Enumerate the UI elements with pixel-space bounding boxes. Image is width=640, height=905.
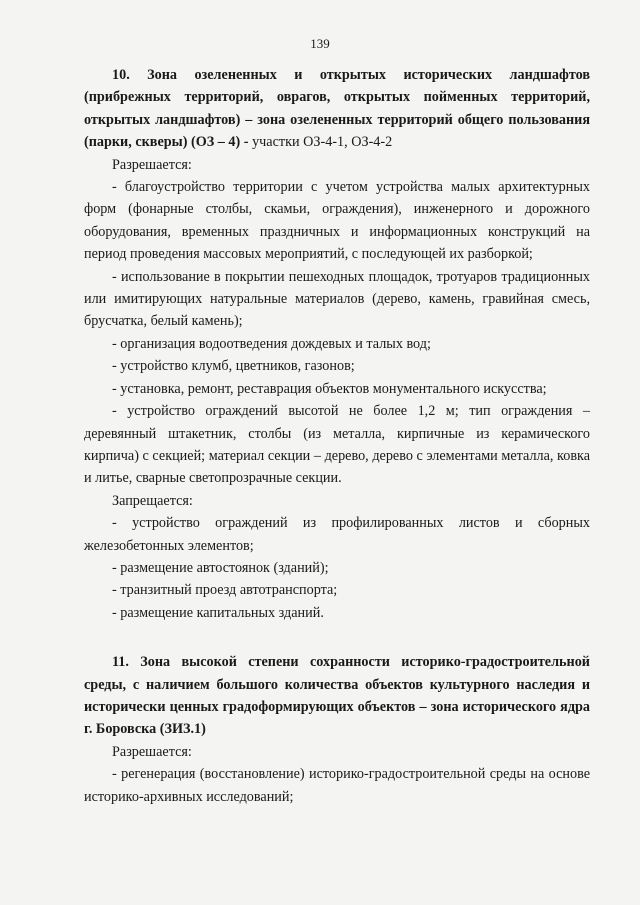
section-10-allowed-item: - благоустройство территории с учетом устройства малых архитектурных форм (фонарные столбы, скамьи, ограждения), инженерного и дорожного оборудования, временных праздничных и информационных конструкций на период проведения массовых мероприятий, с последующей их разборкой; [84,179,590,263]
section-10-allowed-item: - использование в покрытии пешеходных площадок, тротуаров традиционных или имитирующих натуральные материалов (дерево, камень, гравийная смесь, брусчатка, белый камень); [84,268,590,330]
section-10-forbidden-label: Запрещается: [112,492,193,509]
section-spacer [84,624,590,651]
section-10-allowed-item: - установка, ремонт, реставрация объектов монументального искусства; [112,380,547,397]
section-11-allowed-label: Разрешается: [112,743,192,760]
section-10-allowed-item: - устройство клумб, цветников, газонов; [112,358,355,375]
section-10-allowed-label: Разрешается: [112,156,192,173]
section-10-heading-bold: 10. Зона озелененных и открытых исторических ландшафтов (прибрежных территорий, оврагов, открытых пойменных территорий, открытых ландшафтов) – зона озелененных территорий общего пользования (парки, скверы) (ОЗ – 4) - [84,67,590,151]
section-10-allowed-item: - организация водоотведения дождевых и талых вод; [112,335,431,352]
section-10-heading-tail: участки ОЗ-4-1, ОЗ-4-2 [248,134,393,151]
document-body [84,64,590,808]
page-number: 139 [310,36,330,51]
section-10-allowed-item: - устройство ограждений высотой не более 1,2 м; тип ограждения – деревянный штакетник, столбы (из металла, кирпичные из керамического кирпича) с секцией; материал секции – дерево, дерево с элементами металла, ковка и литье, сварные светопрозрачные секции. [84,403,590,487]
section-11-heading: 11. Зона высокой степени сохранности историко-градостроительной среды, с наличием большого количества объектов культурного наследия и исторически ценных градоформирующих объектов – зона исторического ядра г. Боровска (ЗИЗ.1) [84,654,590,738]
section-10-forbidden-item: - размещение капитальных зданий. [112,604,324,621]
section-11-allowed-item: - регенерация (восстановление) историко-градостроительной среды на основе историко-архивных исследований; [84,766,590,805]
section-10-heading [84,64,590,154]
section-10-forbidden-item: - устройство ограждений из профилированных листов и сборных железобетонных элементов; [84,515,590,554]
section-10-forbidden-item: - транзитный проезд автотранспорта; [112,582,338,599]
section-10-forbidden-item: - размещение автостоянок (зданий); [112,559,329,576]
